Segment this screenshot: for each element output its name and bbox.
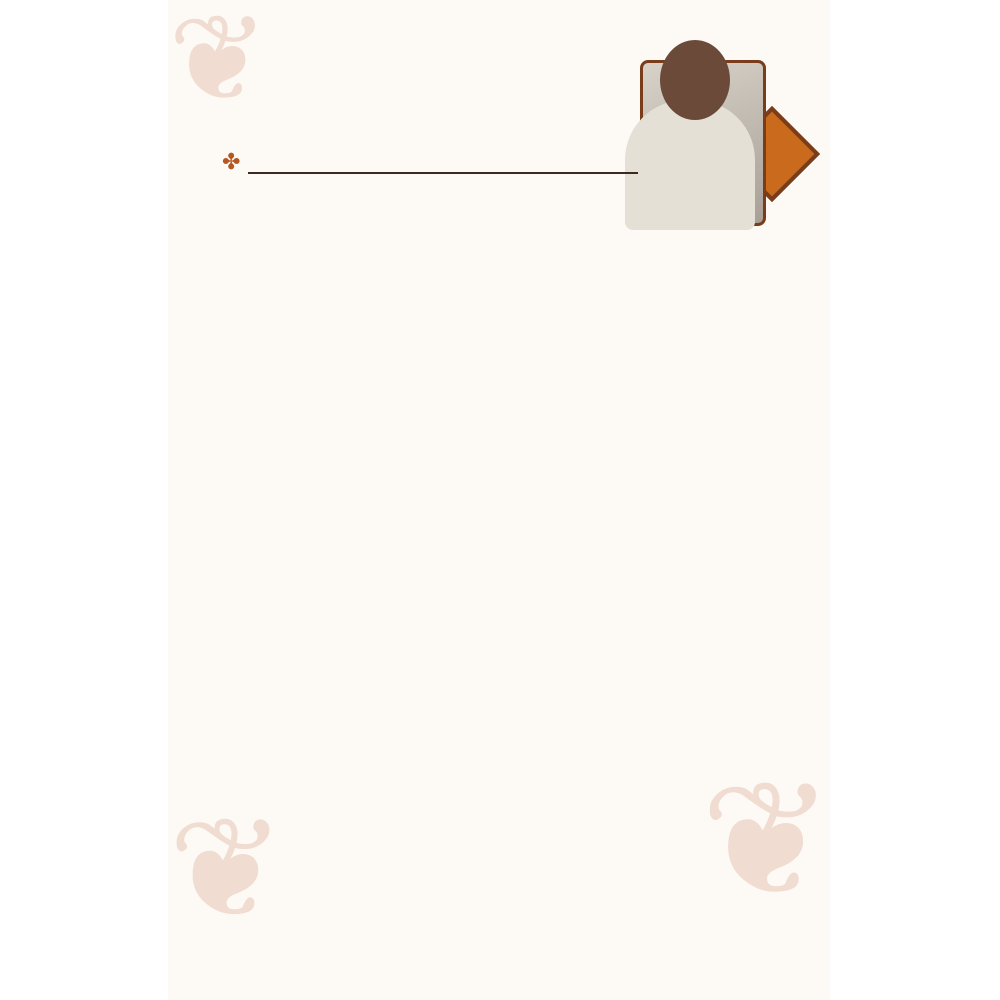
floral-ornament-icon: ❦ bbox=[168, 0, 269, 129]
title-underline bbox=[248, 172, 638, 174]
education-lead bbox=[262, 230, 742, 246]
career-continuation bbox=[306, 280, 742, 296]
honors-heading bbox=[262, 344, 742, 360]
biography-content bbox=[262, 186, 742, 444]
education-block bbox=[262, 230, 742, 246]
career-heading bbox=[262, 262, 742, 278]
floral-ornament-icon: ❦ bbox=[168, 788, 286, 951]
birth-info bbox=[262, 204, 742, 220]
portrait-head-shape bbox=[660, 40, 730, 120]
highlights-heading bbox=[262, 312, 742, 328]
honors-continuation bbox=[306, 362, 742, 378]
person-name bbox=[262, 186, 742, 202]
floral-ornament-icon: ❦ bbox=[700, 746, 835, 933]
research-awards-heading bbox=[262, 394, 742, 410]
patents-heading bbox=[262, 426, 742, 442]
flower-ornament-icon: ✤ bbox=[222, 150, 241, 175]
